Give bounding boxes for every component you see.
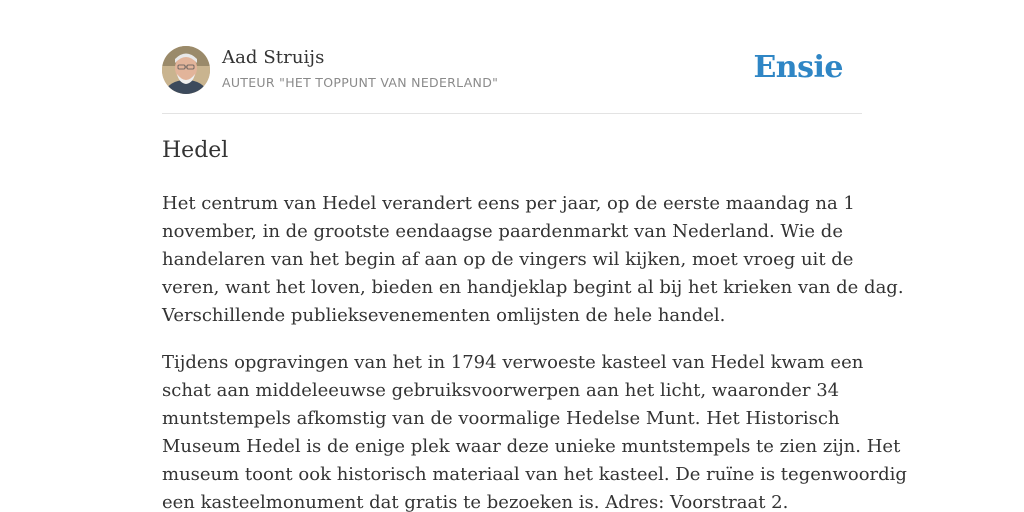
- paragraph-line: november, in de grootste eendaagse paardenmarkt van Nederland. Wie de: [162, 221, 843, 242]
- paragraph-line: Verschillende publieksevenementen omlijsten de hele handel.: [162, 305, 726, 326]
- article-title: Hedel: [162, 138, 229, 163]
- author-name[interactable]: Aad Struijs: [222, 47, 325, 68]
- avatar-portrait-image: [162, 46, 210, 94]
- article-paragraph-2: [162, 349, 907, 512]
- ensie-logo[interactable]: Ensie: [753, 50, 843, 85]
- paragraph-line: een kasteelmonument dat gratis te bezoeken is. Adres: Voorstraat 2.: [162, 492, 789, 512]
- paragraph-line: Museum Hedel is de enige plek waar deze unieke muntstempels te zien zijn. Het: [162, 436, 901, 457]
- author-subtitle: AUTEUR "HET TOPPUNT VAN NEDERLAND": [222, 75, 499, 90]
- paragraph-line: schat aan middeleeuwse gebruiksvoorwerpen aan het licht, waaronder 34: [162, 380, 840, 401]
- paragraph-line: muntstempels afkomstig van de voormalige Hedelse Munt. Het Historisch: [162, 408, 840, 429]
- paragraph-line: handelaren van het begin af aan op de vingers wil kijken, moet vroeg uit de: [162, 249, 854, 270]
- author-avatar[interactable]: [162, 46, 210, 94]
- paragraph-line: Tijdens opgravingen van het in 1794 verwoeste kasteel van Hedel kwam een: [162, 352, 864, 373]
- paragraph-line: Het centrum van Hedel verandert eens per jaar, op de eerste maandag na 1: [162, 193, 855, 214]
- author-header: [162, 46, 862, 96]
- header-divider: [162, 113, 862, 114]
- paragraph-line: veren, want het loven, bieden en handjeklap begint al bij het krieken van de dag.: [162, 277, 904, 298]
- paragraph-line: museum toont ook historisch materiaal van het kasteel. De ruïne is tegenwoordig: [162, 464, 907, 485]
- article-paragraph-1: [162, 190, 904, 330]
